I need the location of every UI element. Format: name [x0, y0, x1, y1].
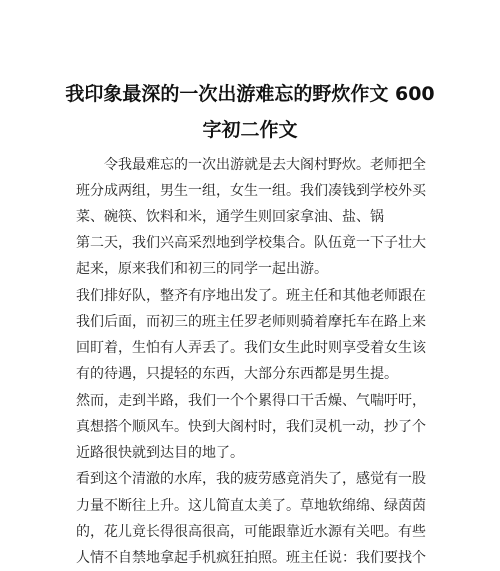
paragraph-line: 菜、碗筷、饮料和米，通学生则回家拿油、盐、锅: [76, 209, 384, 225]
article-title-line-1: 我印象最深的一次出游难忘的野炊作文 600: [65, 83, 435, 105]
paragraph-line: 班分成两组，男生一组，女生一组。我们凑钱到学校外买: [76, 183, 426, 199]
paragraph-line: 的，花儿竟长得很高很高，可能跟靠近水源有关吧。有些: [76, 524, 426, 540]
paragraph-line: 我们排好队，整齐有序地出发了。班主任和其他老师跟在: [76, 288, 426, 304]
paragraph-line: 第二天，我们兴高采烈地到学校集合。队伍竟一下子壮大: [76, 235, 426, 251]
paragraph-line: 我们后面，而初三的班主任罗老师则骑着摩托车在路上来: [76, 314, 426, 330]
article-title-line-2: 字初二作文: [202, 119, 298, 141]
paragraph-line: 近路很快就到达目的地了。: [76, 445, 244, 461]
paragraph-line: 真想搭个顺风车。快到大阁村时，我们灵机一动，抄了个: [76, 419, 426, 435]
paragraph-line: 人情不自禁地拿起手机疯狂拍照。班主任说：我们要找个: [76, 550, 426, 566]
paragraph-line: 然而，走到半路，我们一个个累得口干舌燥、气喘吁吁，: [76, 393, 426, 409]
paragraph-line: 有的待遇，只提轻的东西，大部分东西都是男生提。: [76, 366, 398, 382]
paragraph-line: 令我最难忘的一次出游就是去大阁村野炊。老师把全: [76, 157, 426, 173]
paragraph-line: 看到这个清澈的水库，我的疲劳感竟消失了，感觉有一股: [76, 471, 426, 487]
paragraph-line: 起来，原来我们和初三的同学一起出游。: [76, 261, 328, 277]
paragraph-line: 力量不断往上升。这儿简直太美了。草地软绵绵、绿茵茵: [76, 498, 426, 514]
paragraph-line: 回盯着，生怕有人弄丢了。我们女生此时则享受着女生该: [76, 340, 426, 356]
